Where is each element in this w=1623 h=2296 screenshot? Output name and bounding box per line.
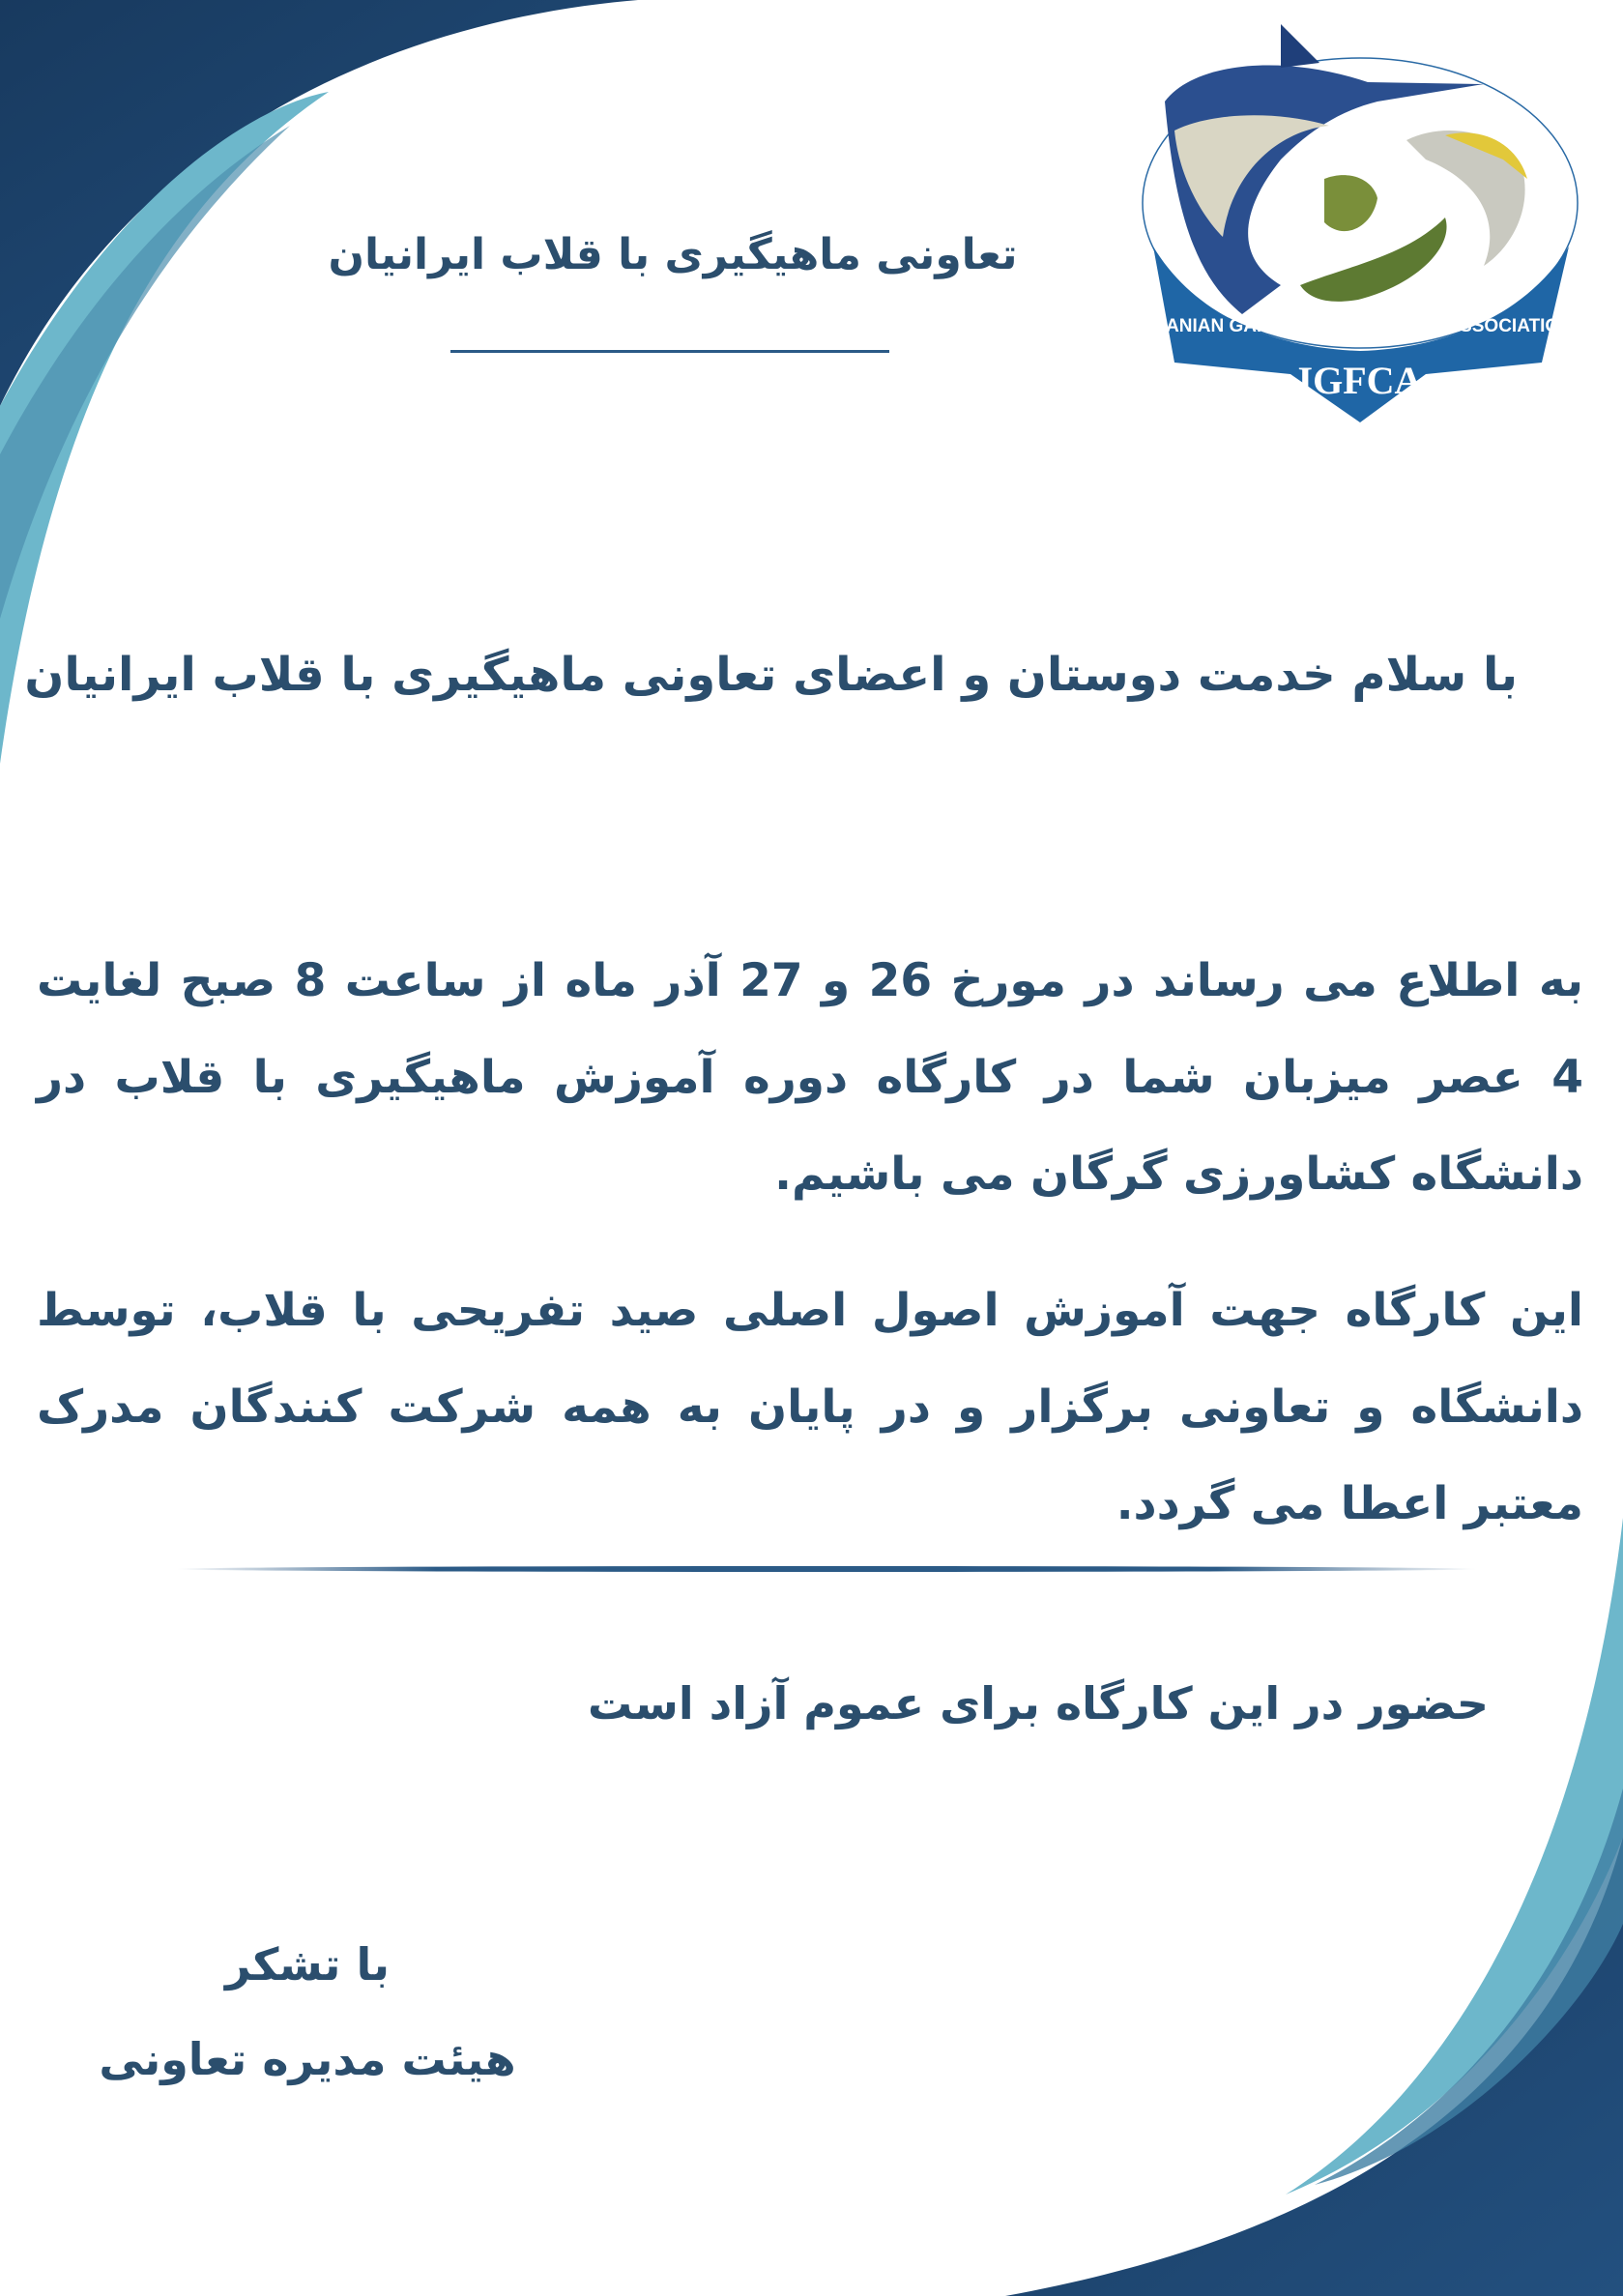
section-divider: [176, 1566, 1477, 1572]
logo-acronym: IGFCA: [1297, 359, 1423, 402]
igfca-logo: [1136, 24, 1585, 430]
logo-association-name: IRANIAN GAME FISH COPRATIVE ASSOCIATION: [1147, 316, 1573, 336]
free-entry-note: حضور در این کارگاه برای عموم آزاد است: [587, 1677, 1489, 1729]
closing-thanks: با تشکر: [224, 1938, 390, 1991]
bottom-right-swoosh: [1005, 1518, 1623, 2296]
greeting: با سلام خدمت دوستان و اعضای تعاونی ماهیگیری با قلاب ایرانیان: [24, 648, 1518, 702]
announcement-paragraph: به اطلاع می رساند در مورخ 26 و 27 آذر ماه از ساعت 8 صبح لغایت 4 عصر میزبان شما در کارگاه دوره آموزش ماهیگیری با قلاب در دانشگاه کشاورزی گرگان می باشیم.: [37, 954, 1583, 1201]
signature-board: هیئت مدیره تعاونی: [99, 2033, 516, 2085]
certificate-paragraph: این کارگاه جهت آموزش اصول اصلی صید تفریحی با قلاب، توسط دانشگاه و تعاونی برگزار و در پایان به همه شرکت کنندگان مدرک معتبر اعطا می گردد.: [37, 1284, 1583, 1530]
title-underline: [450, 350, 889, 353]
page-title: تعاونی ماهیگیری با قلاب ایرانیان: [328, 230, 1018, 279]
